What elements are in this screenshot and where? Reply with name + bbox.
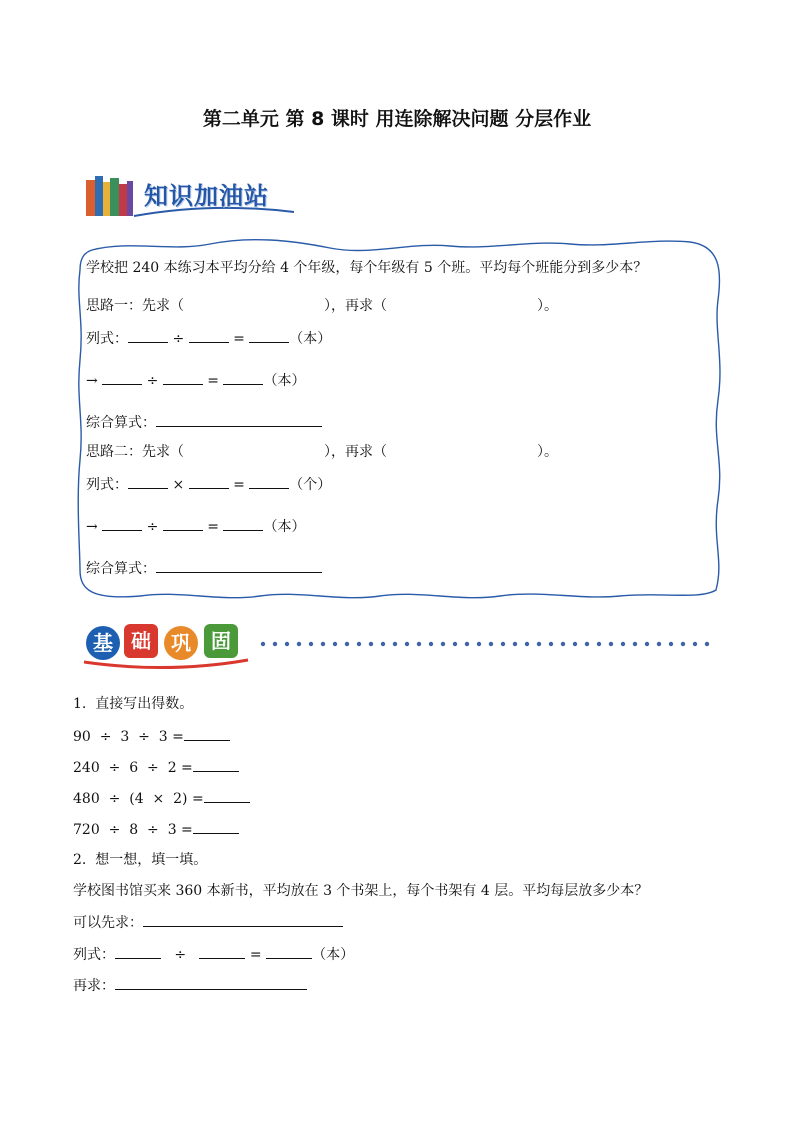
q1-title: 1. 直接写出得数。 <box>73 696 194 712</box>
q1-item-1-expr: 90 ÷ 3 ÷ 3 = <box>73 729 184 745</box>
q2-first-line <box>73 912 343 933</box>
eq1-blank-a[interactable] <box>128 328 168 343</box>
eq1-blank-c[interactable] <box>249 328 289 343</box>
badge-char-1-text: 基 <box>93 631 113 655</box>
dotted-divider <box>261 642 709 646</box>
q1-item-2 <box>73 757 239 778</box>
idea1-mid: ），再求（ <box>324 298 387 314</box>
eq2-blank-c[interactable] <box>223 370 263 385</box>
q2-then-label: 再求： <box>73 978 115 994</box>
combined1-label: 综合算式： <box>86 415 156 431</box>
knowledge-question: 学校把 240 本练习本平均分给 4 个年级，每个年级有 5 个班。平均每个班能分到多少本？ <box>86 260 648 276</box>
q2-first-label: 可以先求： <box>73 915 143 931</box>
eq1-eq: = <box>233 331 245 347</box>
page-title: 第二单元 第 8 课时 用连除解决问题 分层作业 <box>202 108 592 130</box>
eq1-unit: （本） <box>289 331 332 347</box>
q1-item-4-expr: 720 ÷ 8 ÷ 3 = <box>73 822 193 838</box>
eq2-op: ÷ <box>146 373 159 389</box>
eq1-line <box>86 328 331 349</box>
idea2-end: ）。 <box>537 444 558 460</box>
eq1-op: ÷ <box>172 331 185 347</box>
eq2-eq: = <box>207 373 220 389</box>
q1-item-1-blank[interactable] <box>184 726 230 741</box>
q2-then-line <box>73 975 307 996</box>
eq4-eq: = <box>207 519 220 535</box>
eq3-op: × <box>172 477 185 493</box>
idea1-line <box>86 296 558 316</box>
badge-char-3 <box>164 626 198 660</box>
q1-item-1 <box>73 726 230 747</box>
q2-eq-op: ÷ <box>174 947 187 963</box>
badge-char-1 <box>86 626 120 660</box>
eq3-prefix: 列式： <box>86 477 128 493</box>
eq3-blank-b[interactable] <box>189 474 229 489</box>
eq2-line <box>86 370 305 391</box>
q2-text: 学校图书馆买来 360 本新书，平均放在 3 个书架上，每个书架有 4 层。平均每层放多少本？ <box>73 883 649 899</box>
badge-char-4-text: 固 <box>211 629 231 653</box>
q2-eq-eq: = <box>249 947 262 963</box>
idea1-label: 思路一：先求（ <box>86 298 184 314</box>
idea2-line <box>86 442 558 462</box>
q2-eq-blank-a[interactable] <box>115 944 161 959</box>
eq4-blank-a[interactable] <box>102 516 142 531</box>
eq2-blank-b[interactable] <box>163 370 203 385</box>
eq3-unit: （个） <box>289 477 332 493</box>
eq3-line <box>86 474 331 495</box>
eq3-eq: = <box>233 477 245 493</box>
eq4-blank-b[interactable] <box>163 516 203 531</box>
q2-eq-prefix: 列式： <box>73 947 115 963</box>
q2-eq-line <box>73 944 354 965</box>
q2-title: 2. 想一想，填一填。 <box>73 852 208 868</box>
eq3-blank-a[interactable] <box>128 474 168 489</box>
q1-item-4 <box>73 819 239 840</box>
badge-label-knowledge: 知识加油站 <box>144 182 269 210</box>
eq2-prefix: → <box>86 373 98 389</box>
section-badge-basics <box>78 620 718 672</box>
eq4-line <box>86 516 305 537</box>
idea2-mid: ），再求（ <box>324 444 387 460</box>
eq2-unit: （本） <box>263 373 306 389</box>
eq4-op: ÷ <box>146 519 159 535</box>
combined2-label: 综合算式： <box>86 561 156 577</box>
q1-item-2-expr: 240 ÷ 6 ÷ 2 = <box>73 760 193 776</box>
combined1-blank[interactable] <box>156 412 322 427</box>
eq4-prefix: → <box>86 519 98 535</box>
eq3-blank-c[interactable] <box>249 474 289 489</box>
eq4-blank-c[interactable] <box>223 516 263 531</box>
q1-item-4-blank[interactable] <box>193 819 239 834</box>
badge-char-2 <box>124 624 158 658</box>
q1-item-3 <box>73 788 250 809</box>
q1-item-3-expr: 480 ÷ (4 × 2) = <box>73 791 204 807</box>
badge-char-4 <box>204 624 238 658</box>
idea1-end: ）。 <box>537 298 558 314</box>
badge-char-3-text: 巩 <box>171 631 191 655</box>
eq4-unit: （本） <box>263 519 306 535</box>
q2-first-blank[interactable] <box>143 912 343 927</box>
eq1-prefix: 列式： <box>86 331 128 347</box>
q2-eq-blank-b[interactable] <box>199 944 245 959</box>
section-badge-knowledge <box>82 172 302 222</box>
eq1-blank-b[interactable] <box>189 328 229 343</box>
badge-char-2-text: 础 <box>131 629 151 653</box>
combined2-blank[interactable] <box>156 558 322 573</box>
combined1-line <box>86 412 322 433</box>
q1-item-2-blank[interactable] <box>193 757 239 772</box>
q2-eq-blank-c[interactable] <box>266 944 312 959</box>
q2-then-blank[interactable] <box>115 975 307 990</box>
q2-eq-unit: （本） <box>312 947 355 963</box>
q1-item-3-blank[interactable] <box>204 788 250 803</box>
combined2-line <box>86 558 322 579</box>
idea2-label: 思路二：先求（ <box>86 444 184 460</box>
eq2-blank-a[interactable] <box>102 370 142 385</box>
